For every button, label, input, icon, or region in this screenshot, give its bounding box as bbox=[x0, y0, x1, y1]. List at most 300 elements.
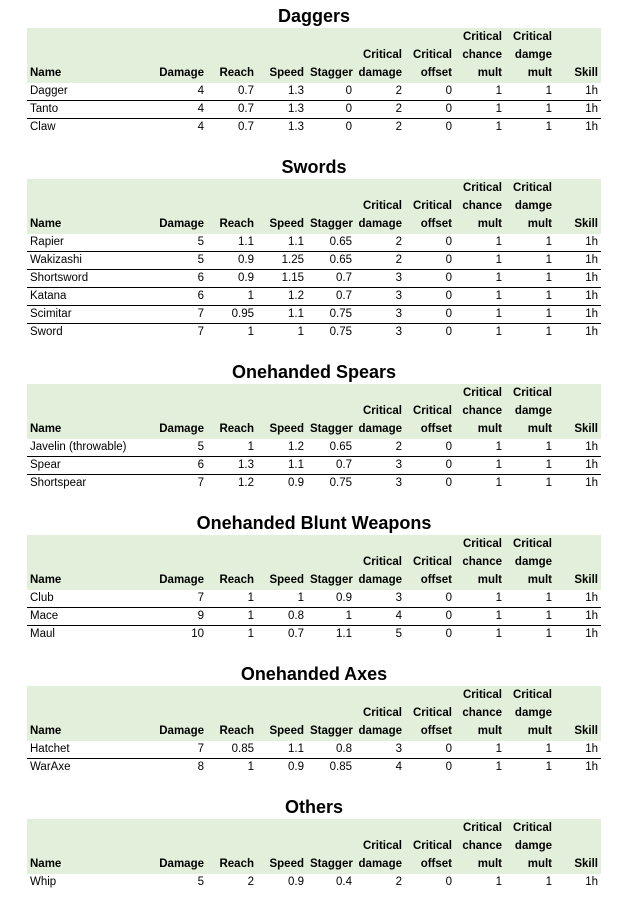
cell-speed: 0.9 bbox=[288, 876, 304, 888]
col-header-name: Name bbox=[30, 67, 62, 79]
cell-critical-offset: 0 bbox=[445, 326, 452, 338]
header-word: damge bbox=[514, 405, 552, 417]
cell-critical-offset: 0 bbox=[445, 236, 452, 248]
cell-skill: 1h bbox=[585, 876, 598, 888]
header-word: Critical bbox=[463, 387, 502, 399]
cell-critical-damge-mult: 1 bbox=[545, 254, 552, 266]
cell-reach: 0.9 bbox=[238, 254, 254, 266]
cell-critical-damge-mult: 1 bbox=[545, 236, 552, 248]
table-row bbox=[27, 741, 601, 759]
header-word: mult bbox=[477, 67, 502, 79]
cell-critical-chance-mult: 1 bbox=[495, 85, 502, 97]
cell-speed: 1.1 bbox=[288, 236, 304, 248]
header-word: offset bbox=[420, 574, 452, 586]
header-word: chance bbox=[462, 556, 502, 568]
col-header-reach: Reach bbox=[219, 725, 254, 737]
cell-critical-damge-mult: 1 bbox=[545, 628, 552, 640]
col-header-critical-damge-mult bbox=[505, 819, 555, 874]
col-header-stagger: Stagger bbox=[310, 423, 353, 435]
table-header-row bbox=[27, 535, 601, 590]
cell-damage: 4 bbox=[197, 85, 204, 97]
cell-reach: 0.9 bbox=[238, 272, 254, 284]
cell-skill: 1h bbox=[585, 477, 598, 489]
cell-damage: 4 bbox=[197, 103, 204, 115]
cell-skill: 1h bbox=[585, 441, 598, 453]
cell-skill: 1h bbox=[585, 459, 598, 471]
cell-name: Hatchet bbox=[30, 743, 70, 755]
section-title: Daggers bbox=[277, 6, 351, 26]
cell-critical-damage: 3 bbox=[395, 592, 402, 604]
cell-speed: 1 bbox=[297, 326, 304, 338]
cell-speed: 1.25 bbox=[281, 254, 304, 266]
cell-skill: 1h bbox=[585, 628, 598, 640]
cell-critical-damge-mult: 1 bbox=[545, 290, 552, 302]
col-header-speed: Speed bbox=[269, 423, 304, 435]
col-header-stagger: Stagger bbox=[310, 858, 353, 870]
col-header-skill: Skill bbox=[574, 423, 598, 435]
cell-speed: 1.15 bbox=[281, 272, 304, 284]
weapon-section bbox=[27, 795, 601, 891]
cell-critical-chance-mult: 1 bbox=[495, 254, 502, 266]
section-title: Swords bbox=[281, 157, 347, 177]
cell-damage: 5 bbox=[197, 876, 204, 888]
header-word: chance bbox=[462, 405, 502, 417]
cell-skill: 1h bbox=[585, 103, 598, 115]
header-word: mult bbox=[477, 218, 502, 230]
col-header-name: Name bbox=[30, 858, 62, 870]
cell-stagger: 0.4 bbox=[336, 876, 352, 888]
cell-speed: 1.3 bbox=[288, 103, 304, 115]
cell-name: WarAxe bbox=[30, 761, 71, 773]
cell-speed: 1.2 bbox=[288, 290, 304, 302]
cell-critical-damge-mult: 1 bbox=[545, 876, 552, 888]
col-header-reach: Reach bbox=[219, 218, 254, 230]
col-header-speed: Speed bbox=[269, 725, 304, 737]
table-row bbox=[27, 590, 601, 608]
section-title: Onehanded Axes bbox=[240, 664, 388, 684]
header-word: Critical bbox=[513, 822, 552, 834]
col-header-damage: Damage bbox=[159, 858, 204, 870]
cell-skill: 1h bbox=[585, 272, 598, 284]
header-word: chance bbox=[462, 200, 502, 212]
col-header-critical-chance-mult bbox=[455, 384, 505, 439]
cell-speed: 1.1 bbox=[288, 308, 304, 320]
cell-name: Club bbox=[30, 592, 54, 604]
table-row bbox=[27, 608, 601, 626]
weapon-table bbox=[27, 535, 601, 643]
header-word: Critical bbox=[413, 840, 452, 852]
cell-critical-offset: 0 bbox=[445, 459, 452, 471]
col-header-skill: Skill bbox=[574, 218, 598, 230]
col-header-critical-offset bbox=[405, 686, 455, 741]
cell-critical-chance-mult: 1 bbox=[495, 326, 502, 338]
header-word: Critical bbox=[363, 556, 402, 568]
cell-critical-damage: 3 bbox=[395, 290, 402, 302]
cell-speed: 0.9 bbox=[288, 477, 304, 489]
col-header-skill: Skill bbox=[574, 67, 598, 79]
header-word: damage bbox=[358, 423, 402, 435]
col-header-critical-chance-mult bbox=[455, 535, 505, 590]
col-header-reach: Reach bbox=[219, 858, 254, 870]
cell-critical-damage: 3 bbox=[395, 459, 402, 471]
cell-critical-chance-mult: 1 bbox=[495, 441, 502, 453]
cell-critical-damge-mult: 1 bbox=[545, 592, 552, 604]
cell-stagger: 1.1 bbox=[336, 628, 352, 640]
cell-name: Rapier bbox=[30, 236, 64, 248]
weapon-section bbox=[27, 511, 601, 643]
cell-critical-offset: 0 bbox=[445, 254, 452, 266]
cell-critical-damage: 4 bbox=[395, 610, 402, 622]
cell-critical-damage: 3 bbox=[395, 477, 402, 489]
header-word: Critical bbox=[363, 405, 402, 417]
cell-critical-damge-mult: 1 bbox=[545, 121, 552, 133]
col-header-speed: Speed bbox=[269, 858, 304, 870]
table-row bbox=[27, 288, 601, 306]
table-row bbox=[27, 324, 601, 342]
cell-damage: 7 bbox=[197, 592, 204, 604]
header-word: Critical bbox=[363, 200, 402, 212]
col-header-damage: Damage bbox=[159, 218, 204, 230]
col-header-critical-offset bbox=[405, 28, 455, 83]
weapon-section bbox=[27, 155, 601, 341]
cell-reach: 0.95 bbox=[231, 308, 254, 320]
header-word: damge bbox=[514, 707, 552, 719]
weapon-table bbox=[27, 28, 601, 136]
cell-skill: 1h bbox=[585, 254, 598, 266]
col-header-stagger: Stagger bbox=[310, 725, 353, 737]
cell-reach: 1 bbox=[247, 290, 254, 302]
header-word: Critical bbox=[463, 31, 502, 43]
cell-name: Claw bbox=[30, 121, 56, 133]
table-row bbox=[27, 457, 601, 475]
col-header-name: Name bbox=[30, 218, 62, 230]
header-word: Critical bbox=[513, 31, 552, 43]
col-header-critical-damge-mult bbox=[505, 686, 555, 741]
cell-reach: 0.7 bbox=[238, 121, 254, 133]
cell-damage: 7 bbox=[197, 308, 204, 320]
header-word: damge bbox=[514, 200, 552, 212]
col-header-critical-offset bbox=[405, 819, 455, 874]
cell-stagger: 0.7 bbox=[336, 272, 352, 284]
header-word: damage bbox=[358, 67, 402, 79]
header-word: damge bbox=[514, 556, 552, 568]
cell-stagger: 0 bbox=[345, 85, 352, 97]
table-row bbox=[27, 252, 601, 270]
cell-stagger: 1 bbox=[345, 610, 352, 622]
table-header-row bbox=[27, 384, 601, 439]
header-word: mult bbox=[477, 725, 502, 737]
cell-skill: 1h bbox=[585, 308, 598, 320]
cell-reach: 0.85 bbox=[231, 743, 254, 755]
section-title: Onehanded Blunt Weapons bbox=[196, 513, 432, 533]
table-header-row bbox=[27, 28, 601, 83]
header-word: Critical bbox=[513, 689, 552, 701]
cell-name: Javelin (throwable) bbox=[30, 441, 127, 453]
col-header-critical-offset bbox=[405, 179, 455, 234]
cell-critical-damge-mult: 1 bbox=[545, 761, 552, 773]
cell-skill: 1h bbox=[585, 121, 598, 133]
cell-damage: 5 bbox=[197, 254, 204, 266]
cell-damage: 5 bbox=[197, 236, 204, 248]
cell-critical-chance-mult: 1 bbox=[495, 459, 502, 471]
cell-damage: 7 bbox=[197, 477, 204, 489]
col-header-critical-damge-mult bbox=[505, 384, 555, 439]
cell-critical-damge-mult: 1 bbox=[545, 477, 552, 489]
cell-speed: 1.1 bbox=[288, 459, 304, 471]
col-header-stagger: Stagger bbox=[310, 574, 353, 586]
header-word: Critical bbox=[463, 822, 502, 834]
col-header-stagger: Stagger bbox=[310, 218, 353, 230]
cell-critical-damge-mult: 1 bbox=[545, 272, 552, 284]
header-word: mult bbox=[527, 218, 552, 230]
cell-critical-damge-mult: 1 bbox=[545, 326, 552, 338]
cell-name: Katana bbox=[30, 290, 67, 302]
header-word: damage bbox=[358, 218, 402, 230]
col-header-critical-damage bbox=[355, 28, 405, 83]
table-row bbox=[27, 475, 601, 493]
table-row bbox=[27, 234, 601, 252]
cell-name: Whip bbox=[30, 876, 57, 888]
cell-critical-damge-mult: 1 bbox=[545, 459, 552, 471]
cell-speed: 0.9 bbox=[288, 761, 304, 773]
cell-critical-damage: 3 bbox=[395, 326, 402, 338]
cell-damage: 6 bbox=[197, 459, 204, 471]
cell-critical-offset: 0 bbox=[445, 103, 452, 115]
cell-critical-offset: 0 bbox=[445, 592, 452, 604]
cell-critical-damage: 2 bbox=[395, 121, 402, 133]
cell-stagger: 0.85 bbox=[329, 761, 352, 773]
header-word: damage bbox=[358, 574, 402, 586]
cell-stagger: 0.65 bbox=[329, 254, 352, 266]
header-word: offset bbox=[420, 423, 452, 435]
header-word: chance bbox=[462, 49, 502, 61]
cell-skill: 1h bbox=[585, 761, 598, 773]
header-word: Critical bbox=[463, 538, 502, 550]
col-header-reach: Reach bbox=[219, 574, 254, 586]
col-header-speed: Speed bbox=[269, 67, 304, 79]
cell-damage: 6 bbox=[197, 290, 204, 302]
col-header-speed: Speed bbox=[269, 574, 304, 586]
weapon-section bbox=[27, 662, 601, 776]
col-header-critical-damage bbox=[355, 819, 405, 874]
header-word: mult bbox=[527, 67, 552, 79]
header-word: chance bbox=[462, 840, 502, 852]
cell-stagger: 0.7 bbox=[336, 290, 352, 302]
cell-reach: 1.2 bbox=[238, 477, 254, 489]
cell-damage: 7 bbox=[197, 326, 204, 338]
cell-critical-damge-mult: 1 bbox=[545, 743, 552, 755]
cell-critical-damage: 2 bbox=[395, 876, 402, 888]
cell-critical-offset: 0 bbox=[445, 441, 452, 453]
weapon-section bbox=[27, 360, 601, 492]
cell-critical-chance-mult: 1 bbox=[495, 592, 502, 604]
cell-reach: 2 bbox=[247, 876, 254, 888]
cell-critical-damage: 4 bbox=[395, 761, 402, 773]
header-word: offset bbox=[420, 218, 452, 230]
cell-critical-offset: 0 bbox=[445, 761, 452, 773]
cell-skill: 1h bbox=[585, 326, 598, 338]
cell-stagger: 0.8 bbox=[336, 743, 352, 755]
cell-damage: 10 bbox=[191, 628, 204, 640]
col-header-reach: Reach bbox=[219, 423, 254, 435]
header-word: damage bbox=[358, 858, 402, 870]
cell-critical-offset: 0 bbox=[445, 477, 452, 489]
cell-critical-offset: 0 bbox=[445, 876, 452, 888]
header-word: Critical bbox=[413, 556, 452, 568]
cell-name: Dagger bbox=[30, 85, 68, 97]
cell-reach: 1 bbox=[247, 761, 254, 773]
cell-reach: 1 bbox=[247, 628, 254, 640]
cell-critical-offset: 0 bbox=[445, 272, 452, 284]
col-header-name: Name bbox=[30, 423, 62, 435]
cell-critical-damage: 3 bbox=[395, 272, 402, 284]
cell-critical-chance-mult: 1 bbox=[495, 743, 502, 755]
cell-skill: 1h bbox=[585, 743, 598, 755]
weapon-table bbox=[27, 179, 601, 341]
col-header-skill: Skill bbox=[574, 725, 598, 737]
cell-stagger: 0.65 bbox=[329, 236, 352, 248]
header-word: offset bbox=[420, 725, 452, 737]
section-title: Onehanded Spears bbox=[231, 362, 397, 382]
col-header-critical-damge-mult bbox=[505, 28, 555, 83]
header-word: Critical bbox=[463, 182, 502, 194]
col-header-name: Name bbox=[30, 725, 62, 737]
col-header-stagger: Stagger bbox=[310, 67, 353, 79]
cell-critical-damage: 2 bbox=[395, 441, 402, 453]
cell-stagger: 0 bbox=[345, 121, 352, 133]
col-header-critical-damage bbox=[355, 686, 405, 741]
col-header-critical-damage bbox=[355, 179, 405, 234]
table-header-row bbox=[27, 179, 601, 234]
header-word: Critical bbox=[363, 707, 402, 719]
col-header-critical-offset bbox=[405, 384, 455, 439]
cell-skill: 1h bbox=[585, 290, 598, 302]
cell-reach: 1.1 bbox=[238, 236, 254, 248]
cell-critical-chance-mult: 1 bbox=[495, 477, 502, 489]
cell-critical-chance-mult: 1 bbox=[495, 272, 502, 284]
col-header-critical-chance-mult bbox=[455, 28, 505, 83]
header-word: Critical bbox=[363, 49, 402, 61]
col-header-critical-damage bbox=[355, 535, 405, 590]
col-header-damage: Damage bbox=[159, 423, 204, 435]
table-row bbox=[27, 874, 601, 891]
table-row bbox=[27, 759, 601, 777]
header-word: Critical bbox=[413, 707, 452, 719]
cell-critical-damage: 5 bbox=[395, 628, 402, 640]
cell-name: Shortspear bbox=[30, 477, 87, 489]
weapon-table bbox=[27, 686, 601, 776]
table-row bbox=[27, 83, 601, 101]
cell-critical-damage: 2 bbox=[395, 236, 402, 248]
cell-critical-damge-mult: 1 bbox=[545, 85, 552, 97]
header-word: Critical bbox=[363, 840, 402, 852]
cell-critical-chance-mult: 1 bbox=[495, 761, 502, 773]
cell-name: Shortsword bbox=[30, 272, 89, 284]
table-row bbox=[27, 439, 601, 457]
cell-speed: 1.3 bbox=[288, 85, 304, 97]
header-word: Critical bbox=[413, 49, 452, 61]
cell-damage: 5 bbox=[197, 441, 204, 453]
cell-critical-chance-mult: 1 bbox=[495, 876, 502, 888]
col-header-damage: Damage bbox=[159, 67, 204, 79]
cell-critical-chance-mult: 1 bbox=[495, 610, 502, 622]
table-row bbox=[27, 101, 601, 119]
col-header-critical-chance-mult bbox=[455, 819, 505, 874]
cell-critical-offset: 0 bbox=[445, 85, 452, 97]
cell-damage: 9 bbox=[197, 610, 204, 622]
cell-damage: 6 bbox=[197, 272, 204, 284]
cell-skill: 1h bbox=[585, 236, 598, 248]
cell-reach: 1 bbox=[247, 610, 254, 622]
cell-critical-chance-mult: 1 bbox=[495, 103, 502, 115]
cell-critical-offset: 0 bbox=[445, 121, 452, 133]
cell-speed: 0.8 bbox=[288, 610, 304, 622]
cell-name: Maul bbox=[30, 628, 55, 640]
cell-stagger: 0.75 bbox=[329, 326, 352, 338]
cell-critical-offset: 0 bbox=[445, 628, 452, 640]
cell-name: Sword bbox=[30, 326, 63, 338]
col-header-skill: Skill bbox=[574, 574, 598, 586]
cell-reach: 0.7 bbox=[238, 85, 254, 97]
cell-name: Tanto bbox=[30, 103, 59, 115]
table-row bbox=[27, 119, 601, 137]
cell-name: Wakizashi bbox=[30, 254, 82, 266]
cell-speed: 1.3 bbox=[288, 121, 304, 133]
cell-skill: 1h bbox=[585, 592, 598, 604]
col-header-critical-chance-mult bbox=[455, 686, 505, 741]
cell-stagger: 0.65 bbox=[329, 441, 352, 453]
col-header-damage: Damage bbox=[159, 725, 204, 737]
cell-stagger: 0.75 bbox=[329, 477, 352, 489]
cell-name: Spear bbox=[30, 459, 61, 471]
header-word: chance bbox=[462, 707, 502, 719]
col-header-critical-chance-mult bbox=[455, 179, 505, 234]
header-word: Critical bbox=[513, 387, 552, 399]
cell-stagger: 0.7 bbox=[336, 459, 352, 471]
header-word: mult bbox=[527, 858, 552, 870]
header-word: mult bbox=[477, 858, 502, 870]
cell-reach: 1 bbox=[247, 592, 254, 604]
cell-critical-chance-mult: 1 bbox=[495, 308, 502, 320]
cell-critical-damge-mult: 1 bbox=[545, 308, 552, 320]
header-word: offset bbox=[420, 858, 452, 870]
header-word: damge bbox=[514, 49, 552, 61]
header-word: Critical bbox=[463, 689, 502, 701]
cell-damage: 8 bbox=[197, 761, 204, 773]
weapon-section bbox=[27, 4, 601, 136]
cell-critical-chance-mult: 1 bbox=[495, 628, 502, 640]
cell-critical-damge-mult: 1 bbox=[545, 441, 552, 453]
cell-speed: 1 bbox=[297, 592, 304, 604]
cell-critical-damage: 2 bbox=[395, 254, 402, 266]
cell-critical-damge-mult: 1 bbox=[545, 103, 552, 115]
cell-reach: 1.3 bbox=[238, 459, 254, 471]
cell-critical-chance-mult: 1 bbox=[495, 121, 502, 133]
cell-critical-damage: 2 bbox=[395, 85, 402, 97]
section-title: Others bbox=[284, 797, 344, 817]
cell-speed: 1.1 bbox=[288, 743, 304, 755]
col-header-speed: Speed bbox=[269, 218, 304, 230]
col-header-name: Name bbox=[30, 574, 62, 586]
col-header-critical-offset bbox=[405, 535, 455, 590]
cell-damage: 4 bbox=[197, 121, 204, 133]
header-word: Critical bbox=[513, 182, 552, 194]
cell-critical-damage: 3 bbox=[395, 743, 402, 755]
cell-critical-offset: 0 bbox=[445, 290, 452, 302]
col-header-critical-damge-mult bbox=[505, 535, 555, 590]
table-header-row bbox=[27, 686, 601, 741]
col-header-skill: Skill bbox=[574, 858, 598, 870]
